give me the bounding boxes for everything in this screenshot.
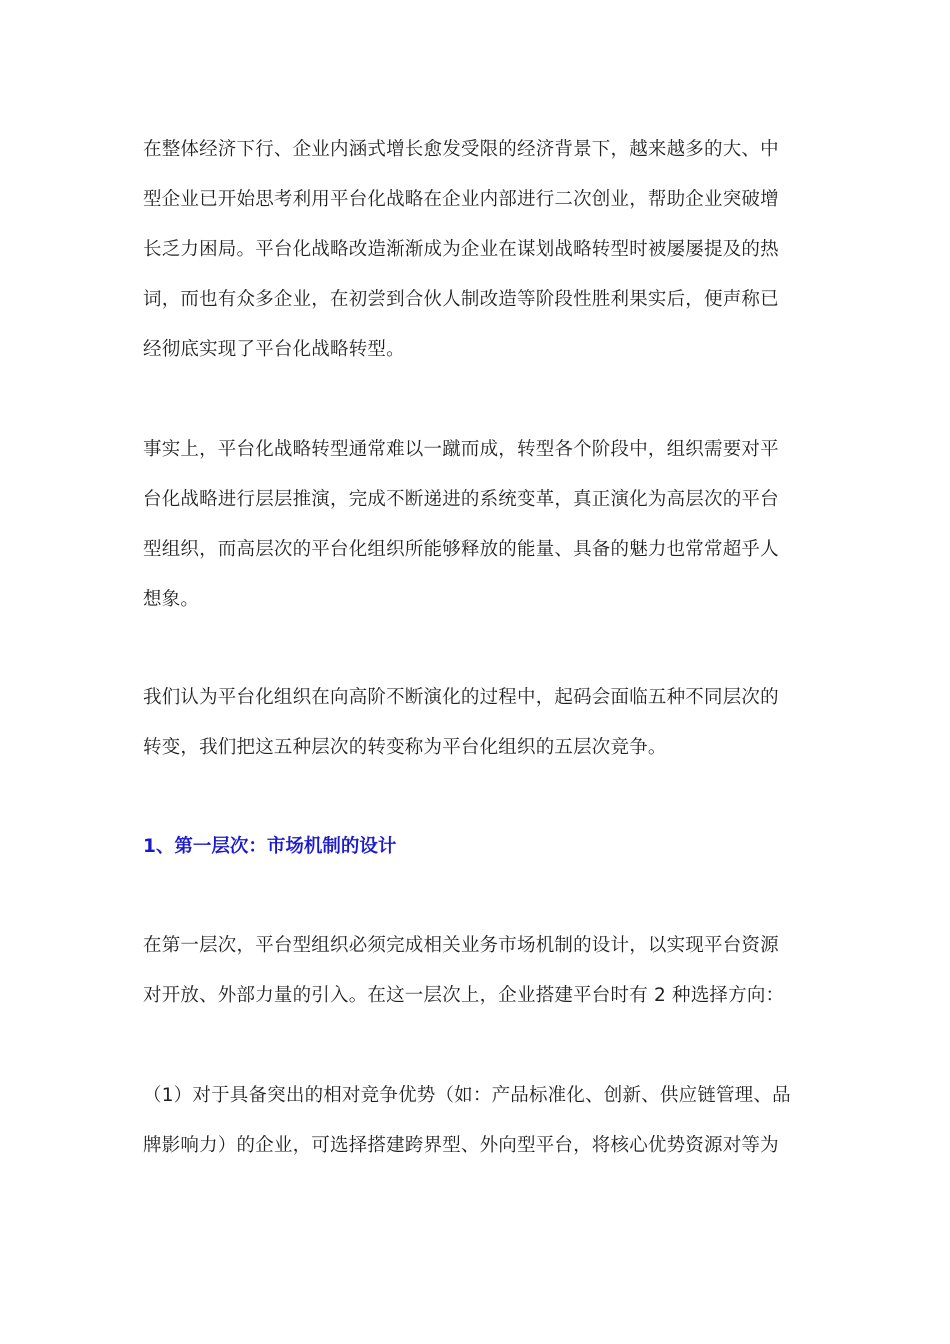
text-line: 长乏力困局。平台化战略改造渐渐成为企业在谋划战略转型时被屡屡提及的热 xyxy=(143,239,779,260)
text-line: 型组织，而高层次的平台化组织所能够释放的能量、具备的魅力也常常超乎人 xyxy=(143,539,779,560)
text-line: （1）对于具备突出的相对竞争优势（如：产品标准化、创新、供应链管理、品 xyxy=(143,1085,791,1106)
text-line: 在整体经济下行、企业内涵式增长愈发受限的经济背景下，越来越多的大、中 xyxy=(143,139,779,160)
text-line: 型企业已开始思考利用平台化战略在企业内部进行二次创业，帮助企业突破增 xyxy=(143,189,779,210)
text-line: 我们认为平台化组织在向高阶不断演化的过程中，起码会面临五种不同层次的 xyxy=(143,687,779,708)
text-line: 台化战略进行层层推演，完成不断递进的系统变革，真正演化为高层次的平台 xyxy=(143,489,779,510)
section-heading: 1、第一层次：市场机制的设计 xyxy=(143,836,397,857)
paragraph-option-one xyxy=(143,1071,813,1171)
paragraph-level-one xyxy=(143,921,813,1021)
text-line: 词，而也有众多企业，在初尝到合伙人制改造等阶段性胜利果实后，便声称已 xyxy=(143,289,779,310)
text-line: 牌影响力）的企业，可选择搭建跨界型、外向型平台，将核心优势资源对等为 xyxy=(143,1135,779,1156)
text-line: 在第一层次，平台型组织必须完成相关业务市场机制的设计，以实现平台资源 xyxy=(143,935,779,956)
paragraph-transformation xyxy=(143,425,813,625)
text-line: 经彻底实现了平台化战略转型。 xyxy=(143,339,405,360)
paragraph-intro xyxy=(143,125,813,375)
paragraph-five-levels xyxy=(143,673,813,773)
text-line: 想象。 xyxy=(143,589,200,610)
text-line: 事实上，平台化战略转型通常难以一蹴而成，转型各个阶段中，组织需要对平 xyxy=(143,439,779,460)
text-line: 转变，我们把这五种层次的转变称为平台化组织的五层次竞争。 xyxy=(143,737,667,758)
text-line: 对开放、外部力量的引入。在这一层次上，企业搭建平台时有 2 种选择方向： xyxy=(143,985,785,1006)
